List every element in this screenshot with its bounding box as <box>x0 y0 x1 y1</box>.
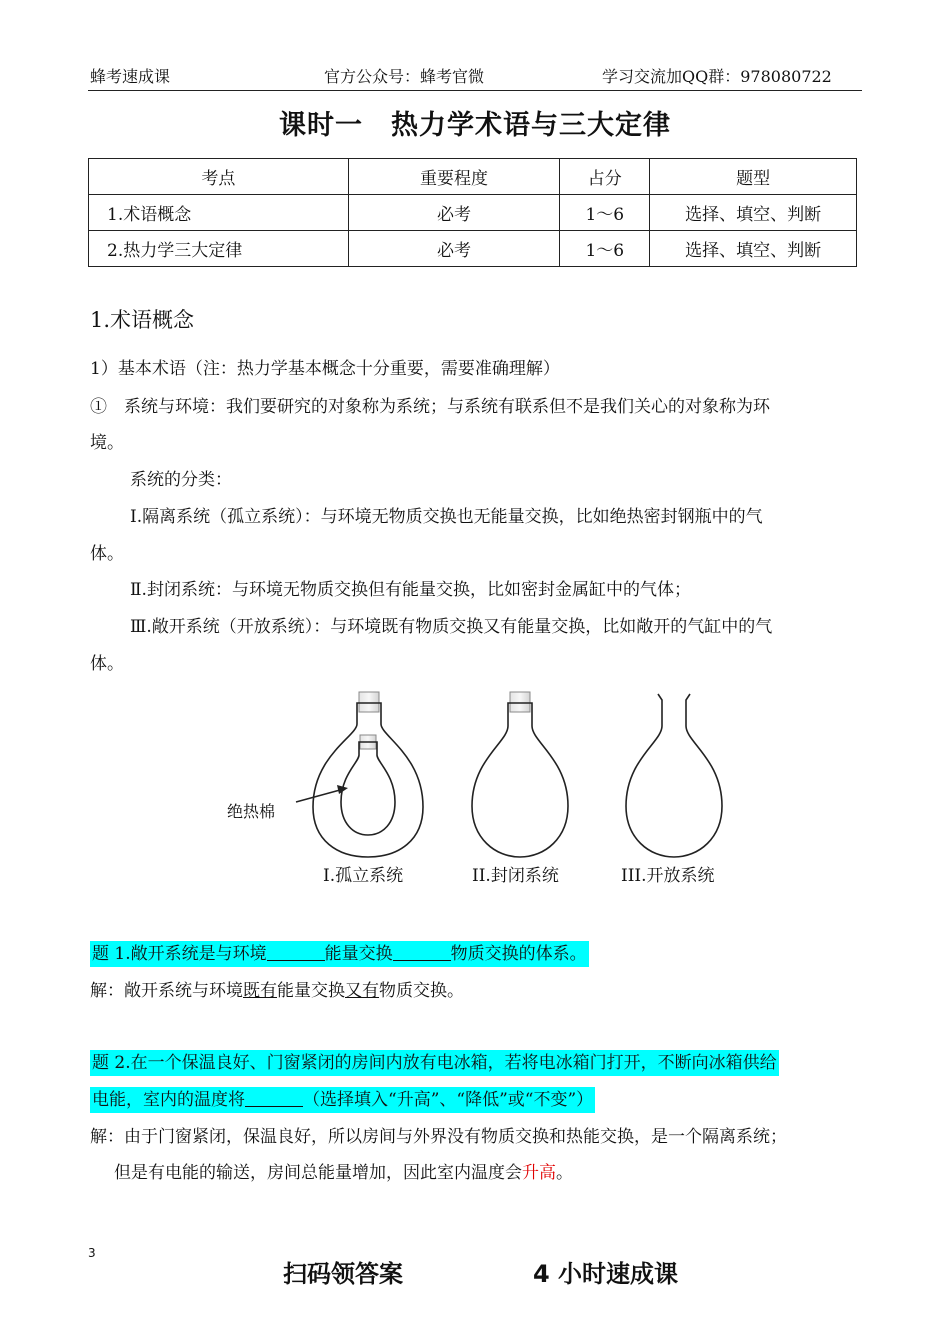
open-system-text: Ⅲ.敞开系统（开放系统）：与环境既有物质交换又有能量交换，比如敞开的气缸中的气 <box>130 617 773 637</box>
open-flask <box>626 694 722 857</box>
solution-1 <box>90 976 464 1001</box>
system-environment-text: ① 系统与环境：我们要研究的对象称为系统；与系统有联系但不是我们关心的对象称为环 <box>90 397 770 417</box>
closed-flask <box>472 692 568 857</box>
caption-closed: II.封闭系统 <box>472 866 559 886</box>
question-2-line-2 <box>90 1085 595 1110</box>
solution-2-line-2 <box>114 1158 573 1183</box>
question-1 <box>90 939 589 964</box>
closed-system-text: Ⅱ.封闭系统：与环境无物质交换但有能量交换，比如密封金属缸中的气体； <box>130 580 691 600</box>
isolated-system-text: Ⅰ.隔离系统（孤立系统）：与环境无物质交换也无能量交换，比如绝热密封钢瓶中的气 <box>130 507 763 527</box>
table-cell: 选择、填空、判断 <box>650 195 857 231</box>
page-number: 3 <box>88 1246 96 1260</box>
answer-blank <box>245 1091 303 1107</box>
question-1-highlight <box>90 941 589 967</box>
solution-1-underlined: 又有 <box>345 981 379 1001</box>
header-qq-group: 学习交流加QQ群：978080722 <box>602 67 832 86</box>
answer-blank <box>267 945 325 961</box>
table-cell: 1.术语概念 <box>89 195 349 231</box>
caption-open: III.开放系统 <box>621 866 715 886</box>
open-system-text-cont: 体。 <box>90 654 124 674</box>
question-2-text: （选择填入“升高”、“降低”或“不变”） <box>303 1090 594 1110</box>
question-1-text: 能量交换 <box>324 944 393 964</box>
solution-1-underlined: 既有 <box>243 981 277 1001</box>
caption-isolated: I.孤立系统 <box>323 866 404 886</box>
solution-2-line-1: 解：由于门窗紧闭，保温良好，所以房间与外界没有物质交换和热能交换，是一个隔离系统； <box>90 1127 787 1147</box>
answer-blank <box>393 945 451 961</box>
table-header-row <box>89 159 857 195</box>
solution-1-text: 物质交换。 <box>379 981 464 1001</box>
header-brand: 蜂考速成课 <box>90 67 171 86</box>
page-title: 课时一 热力学术语与三大定律 <box>279 110 671 141</box>
page-header <box>88 60 862 91</box>
table-header-cell: 题型 <box>650 159 857 195</box>
solution-1-text: 解：敞开系统与环境 <box>90 981 243 1001</box>
table-row <box>89 195 857 231</box>
stopper-icon <box>510 692 530 712</box>
question-2-line-1 <box>90 1048 779 1073</box>
basic-terms-heading: 1）基本术语（注：热力学基本概念十分重要，需要准确理解） <box>90 359 560 379</box>
table-header-cell: 考点 <box>89 159 349 195</box>
arrow-icon <box>296 785 348 802</box>
isolated-system-text-cont: 体。 <box>90 544 124 564</box>
flask-diagram <box>200 680 760 890</box>
table-cell: 选择、填空、判断 <box>650 231 857 267</box>
table-header-cell: 占分 <box>560 159 650 195</box>
table-cell: 1～6 <box>560 195 650 231</box>
question-2-text: 电能，室内的温度将 <box>92 1090 245 1110</box>
insulation-label: 绝热棉 <box>227 802 276 821</box>
question-2-highlight <box>90 1087 595 1113</box>
question-1-text: 题 1.敞开系统是与环境 <box>92 944 267 964</box>
table-header-cell: 重要程度 <box>348 159 560 195</box>
section-heading: 1.术语概念 <box>90 308 195 332</box>
table-cell: 必考 <box>348 195 560 231</box>
solution-1-text: 能量交换 <box>277 981 345 1001</box>
classification-label: 系统的分类： <box>130 470 232 490</box>
isolated-flask <box>313 692 423 857</box>
table-cell: 1～6 <box>560 231 650 267</box>
solution-2-text: 。 <box>556 1163 573 1183</box>
system-environment-text-cont: 境。 <box>90 433 124 453</box>
solution-2-answer: 升高 <box>522 1163 556 1183</box>
solution-2-text: 但是有电能的输送，房间总能量增加，因此室内温度会 <box>114 1163 522 1183</box>
table-row <box>89 231 857 267</box>
question-1-text: 物质交换的体系。 <box>450 944 587 964</box>
footer-course: 4 小时速成课 <box>533 1260 679 1288</box>
footer-scan-answer: 扫码领答案 <box>283 1260 403 1288</box>
question-2-text: 题 2.在一个保温良好、门窗紧闭的房间内放有电冰箱，若将电冰箱门打开，不断向冰箱供给 <box>90 1050 779 1076</box>
stopper-icon <box>359 692 379 712</box>
header-official-account: 官方公众号：蜂考官微 <box>324 67 485 86</box>
table-cell: 必考 <box>348 231 560 267</box>
table-cell: 2.热力学三大定律 <box>89 231 349 267</box>
key-points-table <box>88 158 857 267</box>
